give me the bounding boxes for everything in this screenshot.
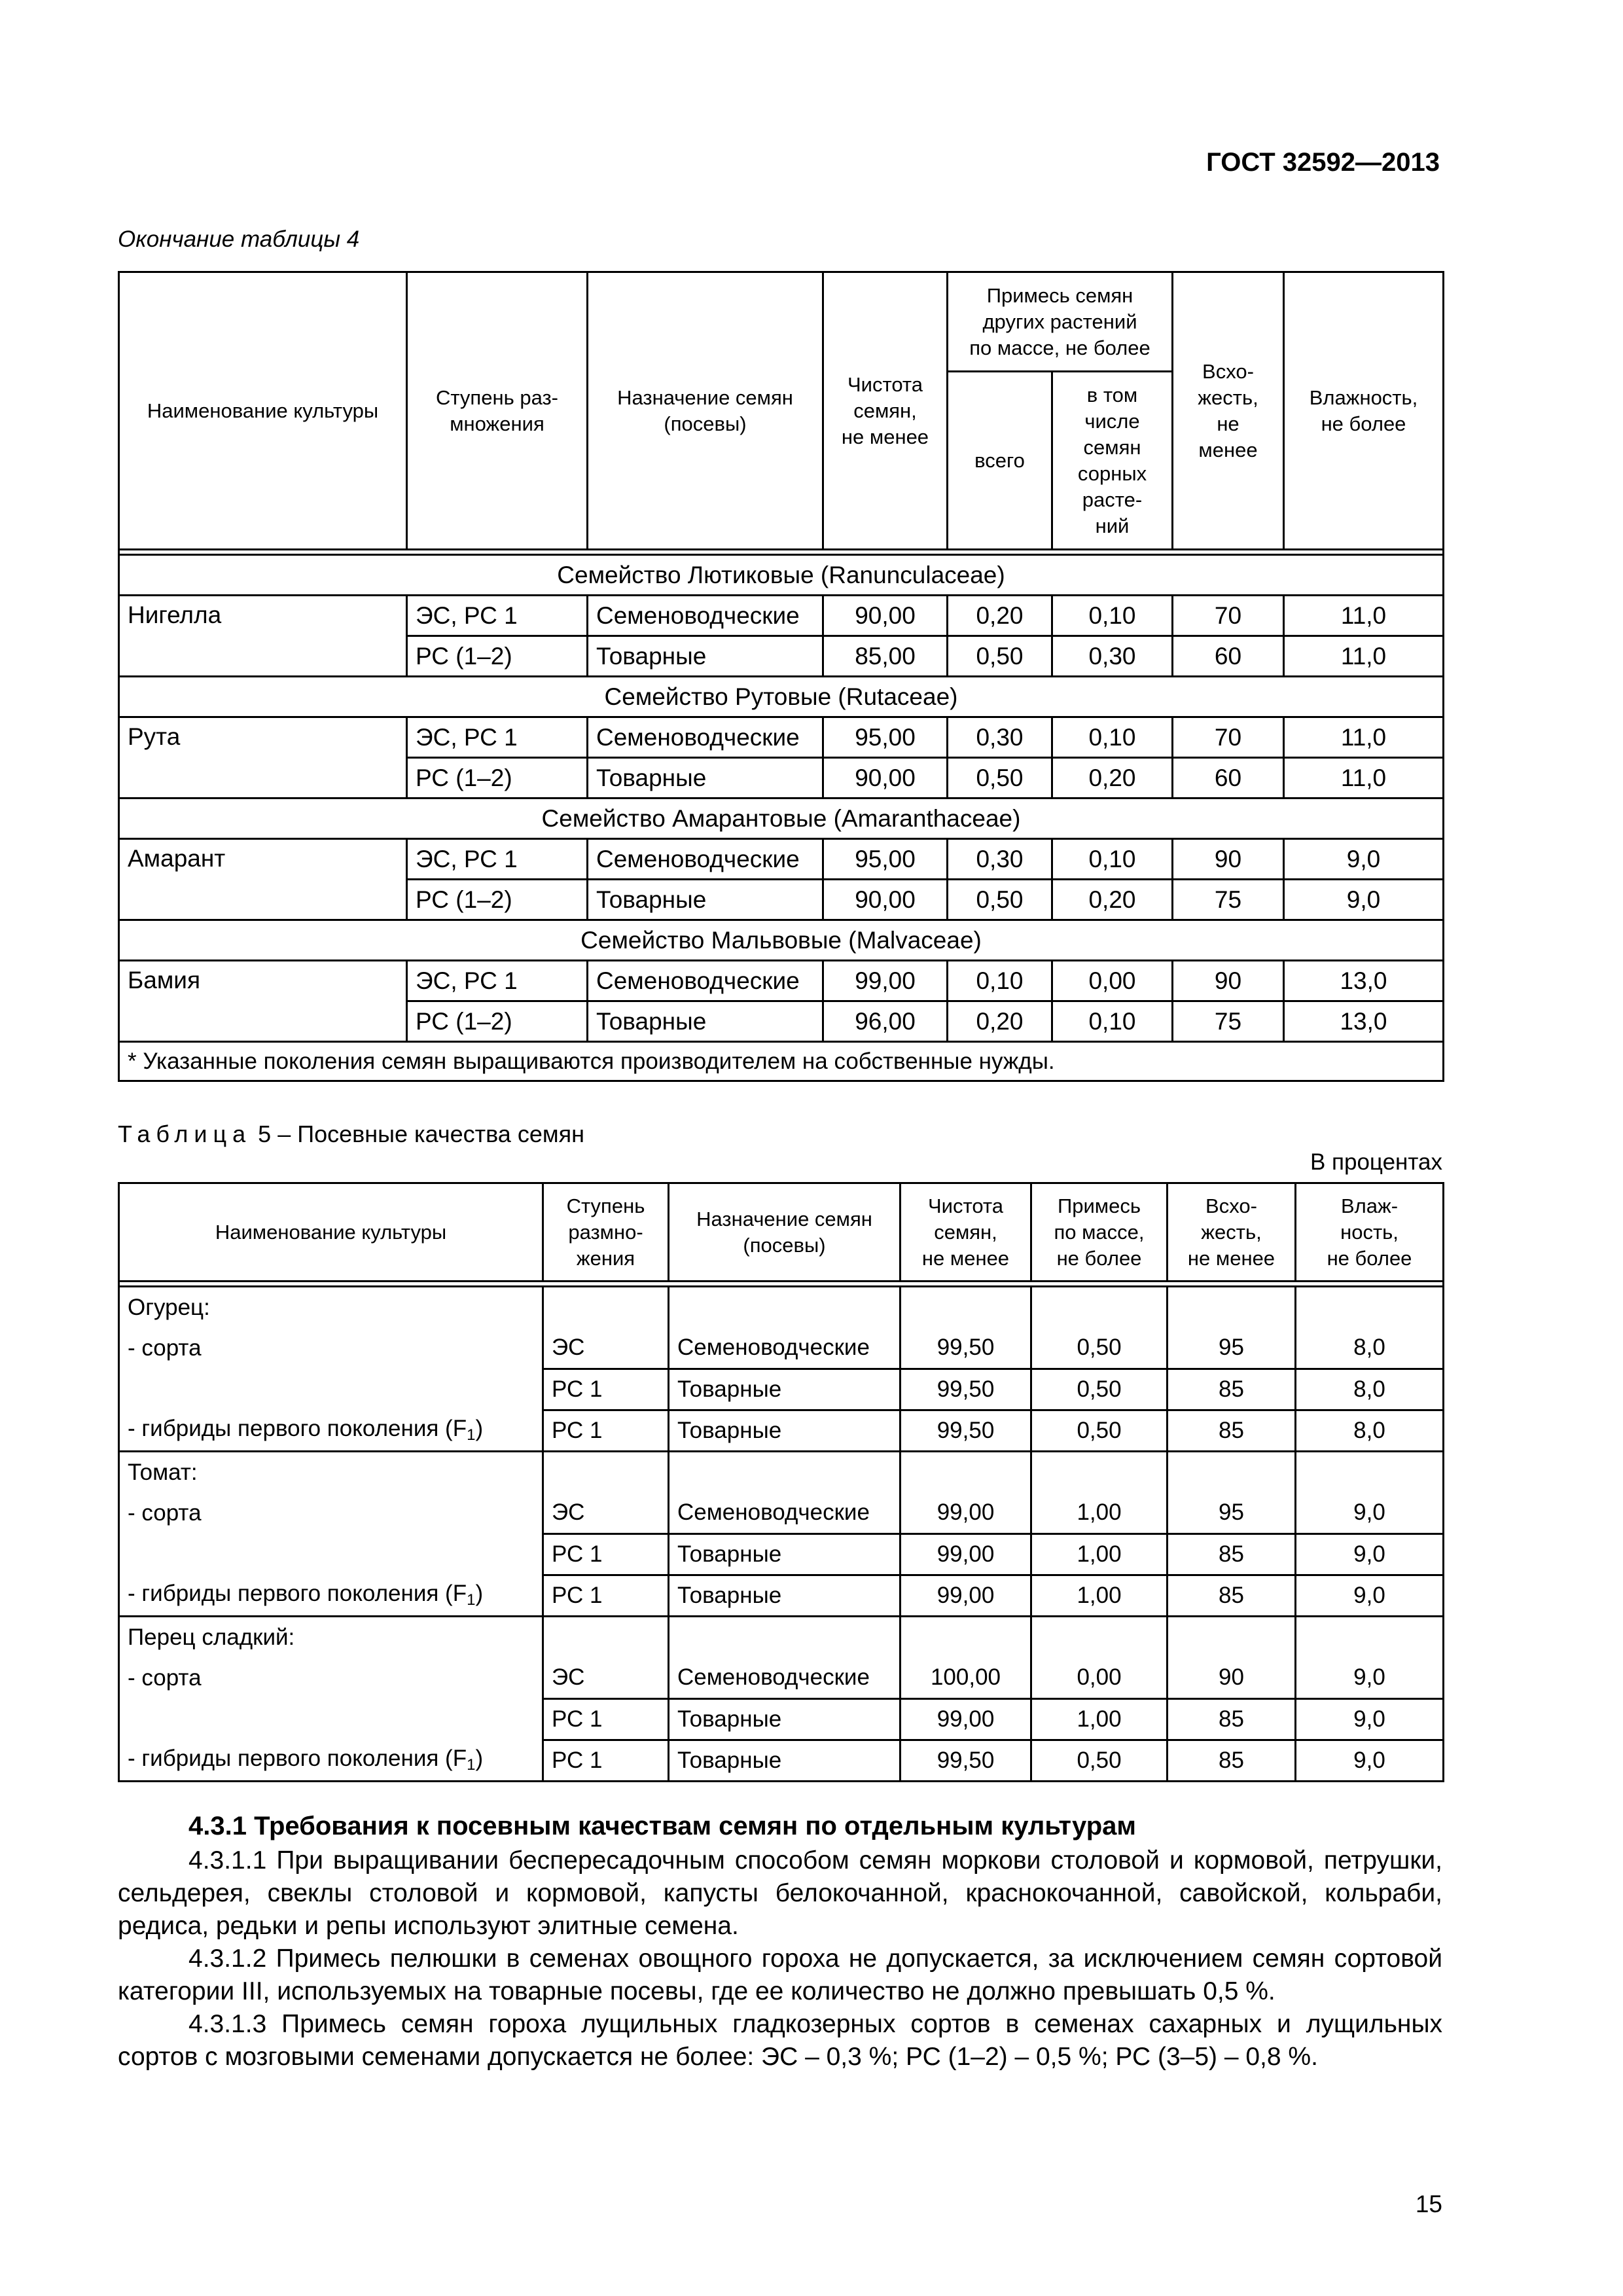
table-cell: 100,00: [901, 1658, 1031, 1699]
t5-header-crop: Наименование культуры: [119, 1183, 543, 1282]
empty-cell: [119, 1369, 543, 1410]
crop-name: Нигелла: [119, 596, 407, 677]
table-cell: 95,00: [823, 717, 948, 758]
table-cell: 60: [1173, 758, 1284, 798]
crop-name: Перец сладкий:: [119, 1617, 543, 1658]
table-row: [119, 1658, 1444, 1699]
table-cell: 0,10: [948, 961, 1052, 1001]
empty-cell: [543, 1617, 669, 1658]
empty-cell: [901, 1617, 1031, 1658]
table-cell: 85: [1168, 1575, 1296, 1617]
empty-cell: [1296, 1617, 1444, 1658]
section-heading: 4.3.1 Требования к посевным качествам семян по отдельным культурам: [188, 1812, 1136, 1840]
paragraph: 4.3.1.2 Примесь пелюшки в семенах овощного гороха не допускается, за исключением семян сортовой категории III, используемых на товарные посевы, где ее количество не должно превышать 0,5 %.: [118, 1945, 1442, 2005]
table-row: [119, 1575, 1444, 1617]
header-impurity-total: всего: [948, 372, 1052, 550]
table-cell: 9,0: [1296, 1575, 1444, 1617]
table-cell: Семеноводческие: [588, 596, 823, 636]
table-cell: ЭС, РС 1: [407, 961, 588, 1001]
table-cell: ЭС, РС 1: [407, 839, 588, 880]
table-cell: 75: [1173, 1001, 1284, 1042]
t5-header-stage: Ступень размно- жения: [543, 1183, 669, 1282]
header-crop: Наименование культуры: [119, 272, 407, 550]
table-cell: 11,0: [1284, 758, 1444, 798]
table-cell: 9,0: [1284, 880, 1444, 920]
table5-caption: Таблица 5 – Посевные качества семян: [118, 1121, 584, 1147]
table-cell: 85,00: [823, 636, 948, 677]
table-cell: 99,00: [901, 1534, 1031, 1575]
table-cell: 0,50: [948, 758, 1052, 798]
t5-header-separator: [119, 1282, 1444, 1287]
table-cell: 9,0: [1284, 839, 1444, 880]
t5-header-purpose: Назначение семян (посевы): [669, 1183, 901, 1282]
empty-cell: [669, 1617, 901, 1658]
table-cell: 0,30: [948, 839, 1052, 880]
document-id: ГОСТ 32592—2013: [1206, 148, 1440, 177]
table-cell: РС (1–2): [407, 1001, 588, 1042]
table-cell: 1,00: [1031, 1493, 1168, 1534]
paragraph: 4.3.1.1 При выращивании беспересадочным способом семян моркови столовой и кормовой, петрушки, сельдерея, свеклы столовой и кормовой, капусты белокочанной, краснокочанной, савойской, кольраби, редиса, редьки и репы используют элитные семена.: [118, 1846, 1442, 1940]
table-row: [119, 1534, 1444, 1575]
table-cell: ЭС: [543, 1658, 669, 1699]
table-cell: Товарные: [669, 1410, 901, 1452]
table-cell: 60: [1173, 636, 1284, 677]
table-cell: Товарные: [669, 1740, 901, 1782]
crop-name: Томат:: [119, 1452, 543, 1493]
table-cell: РС 1: [543, 1369, 669, 1410]
table-cell: 96,00: [823, 1001, 948, 1042]
table-row: [119, 596, 1444, 636]
table-cell: 95: [1168, 1493, 1296, 1534]
table-cell: Семеноводческие: [588, 961, 823, 1001]
table-cell: 0,50: [1031, 1369, 1168, 1410]
table-cell: 99,00: [901, 1575, 1031, 1617]
table-cell: 11,0: [1284, 596, 1444, 636]
table-cell: Товарные: [669, 1575, 901, 1617]
varieties-label: - сорта: [119, 1328, 543, 1369]
family-row: Семейство Амарантовые (Amaranthaceae): [119, 798, 1444, 839]
crop-name: Амарант: [119, 839, 407, 920]
empty-cell: [1168, 1617, 1296, 1658]
table-cell: 0,10: [1052, 717, 1173, 758]
table-cell: 0,10: [1052, 596, 1173, 636]
t5-header-moisture: Влаж- ность, не более: [1296, 1183, 1444, 1282]
table-cell: 9,0: [1296, 1740, 1444, 1782]
table-cell: РС (1–2): [407, 880, 588, 920]
table-cell: ЭС, РС 1: [407, 717, 588, 758]
t5-header-impurity: Примесь по массе, не более: [1031, 1183, 1168, 1282]
table-cell: 8,0: [1296, 1328, 1444, 1369]
table-cell: 99,00: [901, 1493, 1031, 1534]
table-cell: 0,20: [1052, 880, 1173, 920]
table-cell: 0,20: [948, 1001, 1052, 1042]
table-cell: 85: [1168, 1534, 1296, 1575]
table-cell: 99,50: [901, 1410, 1031, 1452]
table-cell: Товарные: [588, 636, 823, 677]
table-row: [119, 1328, 1444, 1369]
table-cell: 0,00: [1031, 1658, 1168, 1699]
table-cell: 1,00: [1031, 1575, 1168, 1617]
crop-name: Бамия: [119, 961, 407, 1042]
empty-cell: [1168, 1452, 1296, 1493]
table-cell: ЭС: [543, 1328, 669, 1369]
header-separator: [119, 550, 1444, 555]
table-cell: 0,30: [1052, 636, 1173, 677]
family-row: Семейство Лютиковые (Ranunculaceae): [119, 555, 1444, 596]
table-cell: 0,50: [948, 880, 1052, 920]
table-cell: 99,50: [901, 1328, 1031, 1369]
table-cell: Семеноводческие: [669, 1493, 901, 1534]
table-cell: 99,00: [823, 961, 948, 1001]
empty-cell: [119, 1699, 543, 1740]
table-cell: Товарные: [588, 758, 823, 798]
table-cell: 0,50: [948, 636, 1052, 677]
table-cell: 0,50: [1031, 1328, 1168, 1369]
t5-header-purity: Чистота семян, не менее: [901, 1183, 1031, 1282]
table-cell: 8,0: [1296, 1410, 1444, 1452]
table-cell: 90,00: [823, 880, 948, 920]
table-cell: 0,10: [1052, 1001, 1173, 1042]
table-cell: 9,0: [1296, 1493, 1444, 1534]
header-moisture: Влажность, не более: [1284, 272, 1444, 550]
table-cell: РС (1–2): [407, 636, 588, 677]
table-cell: 0,30: [948, 717, 1052, 758]
table-cell: РС 1: [543, 1740, 669, 1782]
table-cell: РС 1: [543, 1575, 669, 1617]
empty-cell: [1031, 1287, 1168, 1328]
empty-cell: [1031, 1617, 1168, 1658]
table-cell: РС 1: [543, 1410, 669, 1452]
header-stage: Ступень раз- множения: [407, 272, 588, 550]
hybrids-label: - гибриды первого поколения $(F_1)$: [119, 1740, 543, 1782]
table-cell: 0,20: [1052, 758, 1173, 798]
paragraph: 4.3.1.3 Примесь семян гороха лущильных гладкозерных сортов в семенах сахарных и лущильных сортов с мозговыми семенами допускается не более: ЭС – 0,3 %; РС (1–2) – 0,5 %; РС (3–5) – 0,8 %.: [118, 2010, 1442, 2071]
section-body: [118, 1844, 1442, 2073]
table-cell: ЭС: [543, 1493, 669, 1534]
table-cell: 0,10: [1052, 839, 1173, 880]
table-cell: 90: [1168, 1658, 1296, 1699]
table-cell: Товарные: [669, 1699, 901, 1740]
table-cell: 0,50: [1031, 1410, 1168, 1452]
empty-cell: [543, 1287, 669, 1328]
table-cell: Товарные: [669, 1369, 901, 1410]
table4-footnote: * Указанные поколения семян выращиваются производителем на собственные нужды.: [119, 1042, 1444, 1081]
table-row: [119, 1287, 1444, 1328]
table-cell: 70: [1173, 596, 1284, 636]
table-cell: РС 1: [543, 1534, 669, 1575]
table-row: [119, 1410, 1444, 1452]
table-4: [118, 271, 1444, 1082]
header-purity: Чистота семян, не менее: [823, 272, 948, 550]
empty-cell: [543, 1452, 669, 1493]
table-cell: 99,50: [901, 1740, 1031, 1782]
t5-header-germination: Всхо- жесть, не менее: [1168, 1183, 1296, 1282]
family-row: Семейство Рутовые (Rutaceae): [119, 677, 1444, 717]
table-cell: Товарные: [588, 880, 823, 920]
empty-cell: [669, 1287, 901, 1328]
table-cell: 90: [1173, 839, 1284, 880]
header-impurity: Примесь семян других растений по массе, не более: [948, 272, 1173, 372]
empty-cell: [1296, 1287, 1444, 1328]
table-cell: 13,0: [1284, 1001, 1444, 1042]
table-cell: РС (1–2): [407, 758, 588, 798]
table-row: [119, 839, 1444, 880]
table-cell: ЭС, РС 1: [407, 596, 588, 636]
table-row: [119, 1699, 1444, 1740]
empty-cell: [119, 1534, 543, 1575]
empty-cell: [901, 1287, 1031, 1328]
varieties-label: - сорта: [119, 1658, 543, 1699]
table-cell: Семеноводческие: [588, 839, 823, 880]
table-cell: 90,00: [823, 596, 948, 636]
table-cell: 85: [1168, 1699, 1296, 1740]
empty-cell: [901, 1452, 1031, 1493]
table-cell: 85: [1168, 1369, 1296, 1410]
table-cell: 85: [1168, 1410, 1296, 1452]
table-cell: РС 1: [543, 1699, 669, 1740]
hybrids-label: - гибриды первого поколения $(F_1)$: [119, 1410, 543, 1452]
empty-cell: [1296, 1452, 1444, 1493]
table-cell: 9,0: [1296, 1699, 1444, 1740]
table-cell: 99,00: [901, 1699, 1031, 1740]
empty-cell: [1031, 1452, 1168, 1493]
table-row: [119, 717, 1444, 758]
table-cell: 75: [1173, 880, 1284, 920]
table-cell: 0,50: [1031, 1740, 1168, 1782]
table-cell: 0,20: [948, 596, 1052, 636]
table-cell: 8,0: [1296, 1369, 1444, 1410]
header-germination: Всхо- жесть, не менее: [1173, 272, 1284, 550]
table-cell: Семеноводческие: [669, 1658, 901, 1699]
table-row: [119, 1740, 1444, 1782]
header-purpose: Назначение семян (посевы): [588, 272, 823, 550]
table-cell: 11,0: [1284, 717, 1444, 758]
crop-name: Огурец:: [119, 1287, 543, 1328]
hybrids-label: - гибриды первого поколения $(F_1)$: [119, 1575, 543, 1617]
table-row: [119, 1493, 1444, 1534]
table-cell: 90,00: [823, 758, 948, 798]
empty-cell: [669, 1452, 901, 1493]
table-cell: 9,0: [1296, 1534, 1444, 1575]
table-cell: 1,00: [1031, 1699, 1168, 1740]
table-row: [119, 961, 1444, 1001]
crop-name: Рута: [119, 717, 407, 798]
table-5: [118, 1182, 1444, 1782]
table-cell: 11,0: [1284, 636, 1444, 677]
table-cell: 90: [1173, 961, 1284, 1001]
table-cell: Семеноводческие: [669, 1328, 901, 1369]
header-impurity-weeds: в том числе семян сорных расте- ний: [1052, 372, 1173, 550]
table-cell: 95: [1168, 1328, 1296, 1369]
table-cell: Товарные: [669, 1534, 901, 1575]
table-cell: 95,00: [823, 839, 948, 880]
table-row: [119, 1452, 1444, 1493]
table-cell: 85: [1168, 1740, 1296, 1782]
table-cell: 99,50: [901, 1369, 1031, 1410]
table-cell: 9,0: [1296, 1658, 1444, 1699]
varieties-label: - сорта: [119, 1493, 543, 1534]
table-cell: Товарные: [588, 1001, 823, 1042]
table4-continuation: Окончание таблицы 4: [118, 226, 360, 252]
table-cell: 0,00: [1052, 961, 1173, 1001]
table-row: [119, 1369, 1444, 1410]
table-cell: Семеноводческие: [588, 717, 823, 758]
table-row: [119, 1617, 1444, 1658]
page-number: 15: [1415, 2191, 1442, 2217]
table-cell: 70: [1173, 717, 1284, 758]
family-row: Семейство Мальвовые (Malvaceae): [119, 920, 1444, 961]
empty-cell: [1168, 1287, 1296, 1328]
table-cell: 1,00: [1031, 1534, 1168, 1575]
table5-unit: В процентах: [1310, 1149, 1442, 1175]
table-cell: 13,0: [1284, 961, 1444, 1001]
